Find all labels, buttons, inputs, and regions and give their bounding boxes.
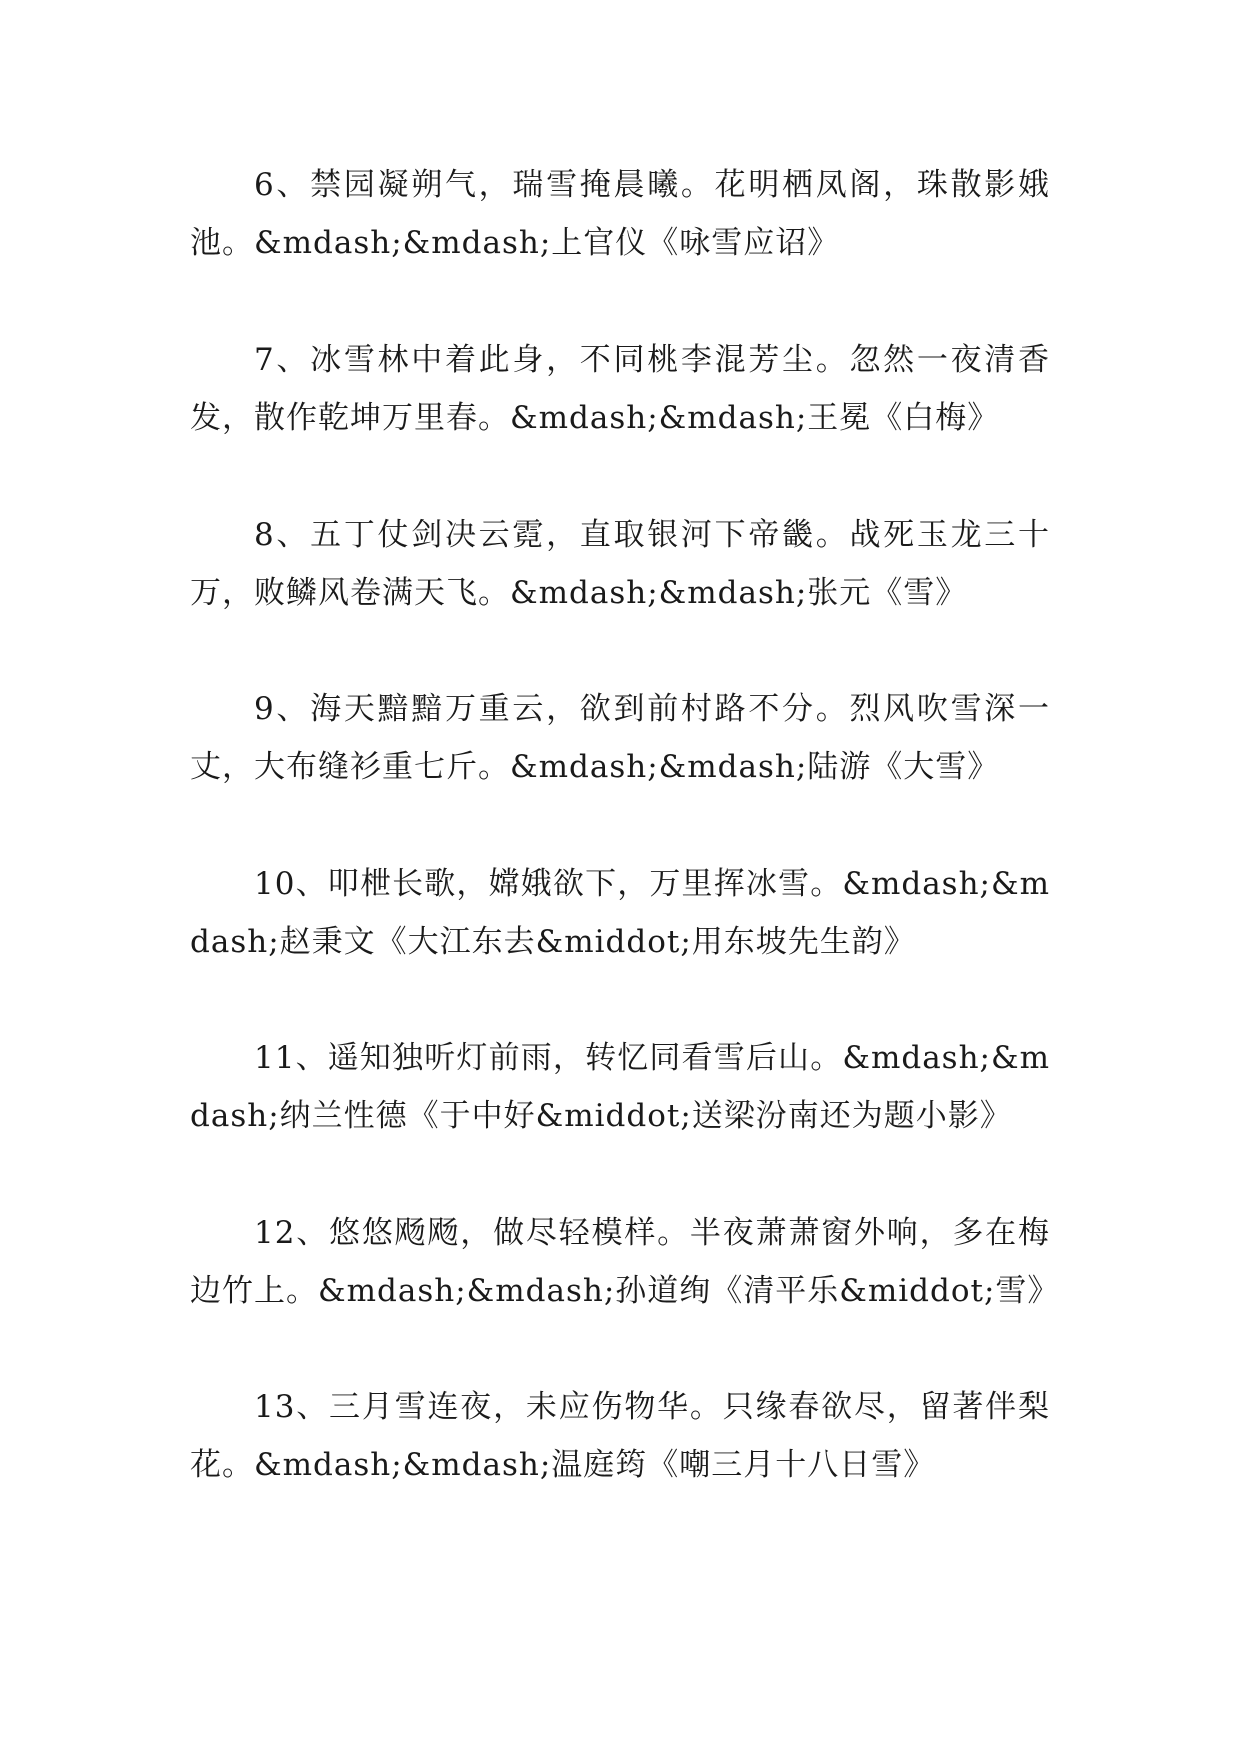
poem-line-6: 6、禁园凝朔气，瑞雪掩晨曦。花明栖凤阁，珠散影娥池。&mdash;&mdash;上官仪《咏雪应诏》 bbox=[190, 167, 1050, 261]
poem-line-8: 8、五丁仗剑决云霓，直取银河下帝畿。战死玉龙三十万，败鳞风卷满天飞。&mdash;&mdash;张元《雪》 bbox=[190, 517, 1050, 611]
poem-line-9: 9、海天黯黯万重云，欲到前村路不分。烈风吹雪深一丈，大布缝衫重七斤。&mdash;&mdash;陆游《大雪》 bbox=[190, 691, 1050, 785]
poem-line-13: 13、三月雪连夜，未应伤物华。只缘春欲尽，留著伴梨花。&mdash;&mdash;温庭筠《嘲三月十八日雪》 bbox=[190, 1389, 1050, 1483]
poem-line-11: 11、遥知独听灯前雨，转忆同看雪后山。&mdash;&mdash;纳兰性德《于中好&middot;送梁汾南还为题小影》 bbox=[190, 1040, 1050, 1134]
poem-line-12: 12、悠悠飏飏，做尽轻模样。半夜萧萧窗外响，多在梅边竹上。&mdash;&mdash;孙道绚《清平乐&middot;雪》 bbox=[190, 1215, 1060, 1309]
poem-line-10: 10、叩枻长歌，嫦娥欲下，万里挥冰雪。&mdash;&mdash;赵秉文《大江东去&middot;用东坡先生韵》 bbox=[190, 866, 1050, 960]
poem-line-7: 7、冰雪林中着此身，不同桃李混芳尘。忽然一夜清香发，散作乾坤万里春。&mdash;&mdash;王冕《白梅》 bbox=[190, 342, 1050, 436]
